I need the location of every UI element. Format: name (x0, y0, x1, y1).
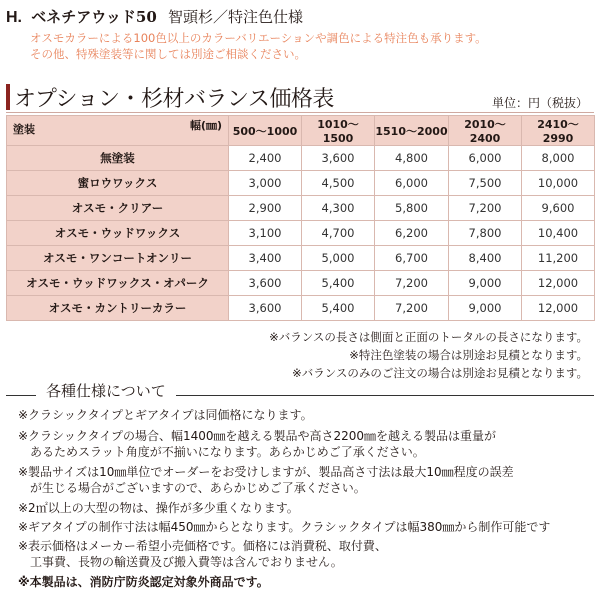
price-cell: 12,000 (522, 271, 595, 296)
footnote-balance-only: ※バランスのみのご注文の場合は別途お見積となります。 (292, 366, 588, 380)
price-cell: 6,000 (375, 171, 449, 196)
price-cell: 2,900 (229, 196, 302, 221)
row-label: オスモ・ワンコートオンリー (7, 246, 229, 271)
spec-line: ※表示価格はメーカー希望小売価格です。価格には消費税、取付費、 (18, 539, 387, 553)
spec-line: ※クラシックタイプとギアタイプは同価格になります。 (18, 408, 313, 422)
column-header: 2010〜2400 (449, 116, 522, 146)
price-cell: 4,700 (302, 221, 375, 246)
footnote-balance-length: ※バランスの長さは側面と正面のトータルの長さになります。 (269, 330, 588, 344)
row-label: 無塗装 (7, 146, 229, 171)
price-cell: 9,600 (522, 196, 595, 221)
price-cell: 7,200 (449, 196, 522, 221)
table-row (7, 221, 595, 246)
price-cell: 8,000 (522, 146, 595, 171)
spec-line: ※2㎡以上の大型の物は、操作が多少重くなります。 (18, 501, 299, 515)
row-label: オスモ・カントリーカラー (7, 296, 229, 321)
column-header: 1010〜1500 (302, 116, 375, 146)
spec-line: ※クラシックタイプの場合、幅1400㎜を越える製品や高さ2200㎜を越える製品は重量が (18, 429, 497, 443)
column-header: 2410〜2990 (522, 116, 595, 146)
price-cell: 8,400 (449, 246, 522, 271)
price-cell: 6,700 (375, 246, 449, 271)
header-title (6, 6, 303, 27)
price-cell: 4,500 (302, 171, 375, 196)
corner-label-finish: 塗装 (13, 123, 35, 136)
spec-line: ※ギアタイプの制作寸法は幅450㎜からとなります。クラシックタイプは幅380㎜から制作可能です (18, 520, 551, 534)
price-cell: 10,400 (522, 221, 595, 246)
table-row (7, 271, 595, 296)
section-title: オプション・杉材バランス価格表 (14, 87, 334, 112)
price-cell: 3,600 (229, 271, 302, 296)
price-cell: 7,800 (449, 221, 522, 246)
price-cell: 3,100 (229, 221, 302, 246)
price-cell: 4,300 (302, 196, 375, 221)
row-label: オスモ・ウッドワックス・オパーク (7, 271, 229, 296)
price-cell: 5,400 (302, 296, 375, 321)
row-label: 蜜ロウワックス (7, 171, 229, 196)
corner-label-width: 幅(㎜) (189, 119, 222, 132)
footnote-special-color: ※特注色塗装の場合は別途お見積となります。 (349, 348, 588, 362)
row-label: オスモ・ウッドワックス (7, 221, 229, 246)
spec-line: あるためスラット角度が不揃いになります。あらかじめご了承ください。 (30, 445, 425, 459)
unit-label: 単位：円（税抜） (491, 96, 588, 110)
table-row (7, 196, 595, 221)
product-variant: 智頭杉／特注色仕様 (168, 8, 304, 26)
price-cell: 7,500 (449, 171, 522, 196)
title-divider (6, 112, 594, 113)
section-accent-bar (6, 84, 10, 110)
column-header: 500〜1000 (229, 116, 302, 146)
price-cell: 10,000 (522, 171, 595, 196)
spec-line: が生じる場合がございますので、あらかじめご了承ください。 (30, 481, 366, 495)
row-label: オスモ・クリアー (7, 196, 229, 221)
price-cell: 2,400 (229, 146, 302, 171)
spec-line-fire-notice: ※本製品は、消防庁防炎認定対象外商品です。 (18, 575, 269, 589)
price-cell: 4,800 (375, 146, 449, 171)
header-prefix: H. (6, 9, 22, 26)
table-corner-cell (7, 116, 229, 146)
price-cell: 9,000 (449, 296, 522, 321)
table-row (7, 246, 595, 271)
price-table (6, 115, 595, 321)
price-cell: 3,000 (229, 171, 302, 196)
spec-line: 工事費、長物の輸送費及び搬入費等は含んでおりません。 (30, 555, 343, 569)
price-cell: 5,000 (302, 246, 375, 271)
price-cell: 3,600 (302, 146, 375, 171)
price-cell: 7,200 (375, 271, 449, 296)
price-cell: 3,400 (229, 246, 302, 271)
table-header-row (7, 116, 595, 146)
column-header: 1510〜2000 (375, 116, 449, 146)
price-cell: 6,000 (449, 146, 522, 171)
price-cell: 9,000 (449, 271, 522, 296)
spec-line: ※製品サイズは10㎜単位でオーダーをお受けしますが、製品高さ寸法は最大10㎜程度の誤差 (18, 465, 514, 479)
price-cell: 7,200 (375, 296, 449, 321)
header-note-1: オスモカラーによる100色以上のカラーバリエーションや調色による特注色も承ります。 (30, 31, 487, 45)
header-note-2: その他、特殊塗装等に関しては別途ご相談ください。 (30, 47, 306, 61)
price-cell: 5,800 (375, 196, 449, 221)
spec-title: 各種仕様について (36, 380, 176, 401)
price-cell: 5,400 (302, 271, 375, 296)
price-cell: 11,200 (522, 246, 595, 271)
price-cell: 3,600 (229, 296, 302, 321)
table-row (7, 171, 595, 196)
price-cell: 12,000 (522, 296, 595, 321)
price-cell: 6,200 (375, 221, 449, 246)
table-row (7, 146, 595, 171)
table-row (7, 296, 595, 321)
product-name: ベネチアウッド50 (31, 8, 157, 26)
